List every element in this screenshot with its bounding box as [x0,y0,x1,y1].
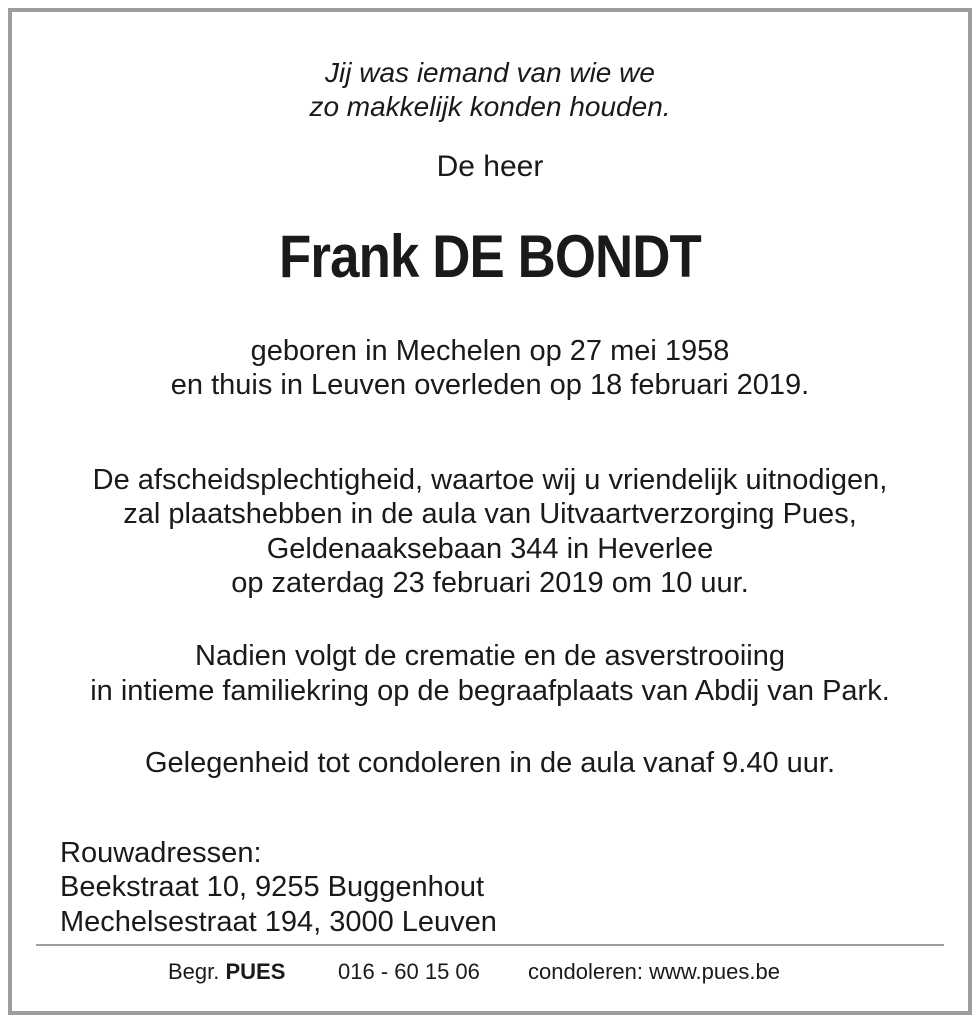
condolence-website: condoleren: www.pues.be [528,959,780,984]
salutation: De heer [436,150,544,183]
condolence-line: Gelegenheid tot condoleren in de aula vanaf 9.40 uur. [144,747,836,779]
ceremony-line-2: zal plaatshebben in de aula van Uitvaartverzorging Pues, [123,498,857,530]
ceremony-line-4: op zaterdag 23 februari 2019 om 10 uur. [231,567,749,599]
quote-line-1: Jij was iemand van wie we [325,57,655,88]
cremation-line-1: Nadien volgt de crematie en de asverstrooiing [195,640,785,672]
addresses-heading: Rouwadressen: [60,837,262,869]
address-line-2: Mechelsestraat 194, 3000 Leuven [60,906,497,938]
footer-divider [36,944,944,946]
cremation-line-2: in intieme familiekring op de begraafplaats van Abdij van Park. [90,675,890,707]
death-line: en thuis in Leuven overleden op 18 februari 2019. [170,369,810,401]
quote-line-2: zo makkelijk konden houden. [309,91,671,122]
phone-number: 016 - 60 15 06 [338,959,480,984]
funeral-director [168,958,285,986]
deceased-name: Frank DE BONDT [279,223,701,290]
address-line-1: Beekstraat 10, 9255 Buggenhout [60,871,485,903]
birth-line: geboren in Mechelen op 27 mei 1958 [250,335,730,367]
funeral-director-name: PUES [225,959,286,984]
ceremony-line-3: Geldenaaksebaan 344 in Heverlee [266,533,714,565]
begr-prefix: Begr. [168,959,220,984]
ceremony-line-1: De afscheidsplechtigheid, waartoe wij u vriendelijk uitnodigen, [92,464,888,496]
